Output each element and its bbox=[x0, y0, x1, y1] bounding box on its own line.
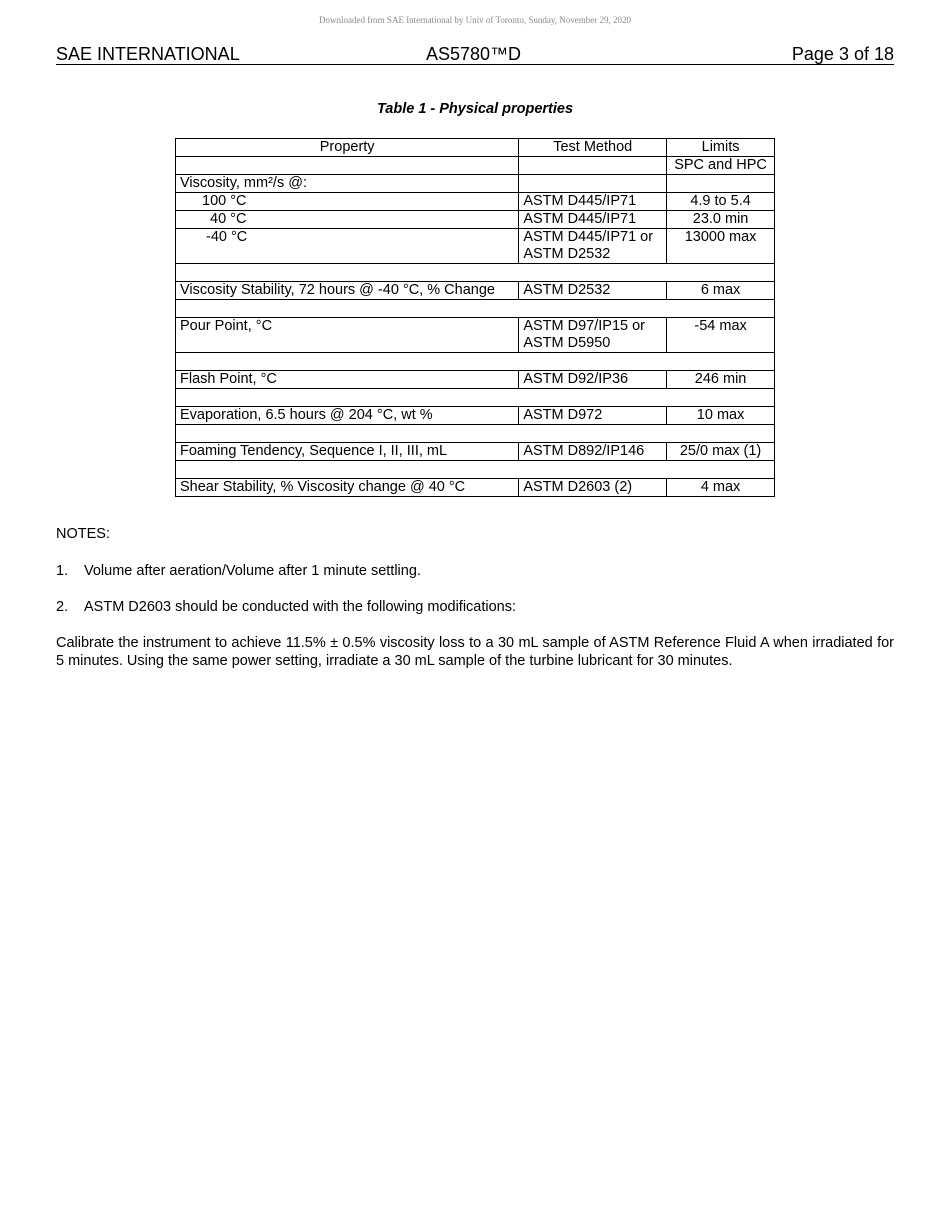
limit-cell: 13000 max bbox=[667, 229, 775, 264]
header-org: SAE INTERNATIONAL bbox=[56, 44, 240, 64]
table-row bbox=[176, 282, 775, 300]
table-row bbox=[176, 193, 775, 211]
table-row bbox=[176, 211, 775, 229]
property-cell: Evaporation, 6.5 hours @ 204 °C, wt % bbox=[176, 407, 519, 425]
table-row bbox=[176, 371, 775, 389]
limits-subheader: SPC and HPC bbox=[667, 157, 775, 175]
table-row bbox=[176, 229, 775, 264]
method-line: ASTM D445/IP71 or bbox=[523, 229, 654, 245]
column-header-test-method: Test Method bbox=[519, 139, 667, 157]
method-line: ASTM D97/IP15 or bbox=[523, 318, 645, 334]
note-number: 1. bbox=[56, 563, 69, 579]
method-line: ASTM D5950 bbox=[523, 335, 611, 351]
table-title: Table 1 - Physical properties bbox=[376, 101, 574, 117]
limit-cell: -54 max bbox=[667, 318, 775, 353]
property-cell: -40 °C bbox=[176, 229, 519, 264]
notes-heading: NOTES: bbox=[56, 526, 110, 542]
method-line: ASTM D2532 bbox=[523, 246, 611, 262]
note-item bbox=[56, 562, 894, 580]
page-header bbox=[56, 44, 894, 65]
spacer-row bbox=[176, 353, 775, 371]
property-cell: Shear Stability, % Viscosity change @ 40 °C bbox=[176, 479, 519, 497]
property-cell: 100 °C bbox=[176, 193, 519, 211]
header-page-number: Page 3 of 18 bbox=[791, 44, 894, 64]
table-row bbox=[176, 318, 775, 353]
table-header-row bbox=[176, 139, 775, 157]
download-watermark: Downloaded from SAE International by Univ of Toronto, Sunday, November 29, 2020 bbox=[318, 15, 632, 25]
table-row bbox=[176, 479, 775, 497]
method-cell bbox=[519, 318, 667, 353]
limit-cell: 4 max bbox=[667, 479, 775, 497]
method-cell: ASTM D2532 bbox=[519, 282, 667, 300]
property-cell: Foaming Tendency, Sequence I, II, III, mL bbox=[176, 443, 519, 461]
property-cell: Flash Point, °C bbox=[176, 371, 519, 389]
limit-cell: 10 max bbox=[667, 407, 775, 425]
method-cell: ASTM D892/IP146 bbox=[519, 443, 667, 461]
note-text: Volume after aeration/Volume after 1 minute settling. bbox=[84, 563, 421, 579]
note-text: ASTM D2603 should be conducted with the following modifications: bbox=[84, 599, 517, 615]
limit-cell: 25/0 max (1) bbox=[667, 443, 775, 461]
header-doc-id: AS5780™D bbox=[426, 44, 522, 64]
property-cell: Viscosity, mm²/s @: bbox=[176, 175, 519, 193]
property-cell: Viscosity Stability, 72 hours @ -40 °C, % Change bbox=[176, 282, 519, 300]
calibration-paragraph: Calibrate the instrument to achieve 11.5% ± 0.5% viscosity loss to a 30 mL sample of ASTM Reference Fluid A when irradiated for 5 minutes. Using the same power setting, irradiate a 30 mL sample of the turbine lubricant for 30 minutes. bbox=[56, 635, 894, 669]
note-number: 2. bbox=[56, 599, 69, 615]
method-cell: ASTM D972 bbox=[519, 407, 667, 425]
table-subheader-row bbox=[176, 157, 775, 175]
table-row bbox=[176, 407, 775, 425]
spacer-row bbox=[176, 300, 775, 318]
physical-properties-table bbox=[175, 138, 775, 497]
spacer-row bbox=[176, 461, 775, 479]
limit-cell: 23.0 min bbox=[667, 211, 775, 229]
method-cell: ASTM D92/IP36 bbox=[519, 371, 667, 389]
method-cell: ASTM D445/IP71 bbox=[519, 193, 667, 211]
spacer-row bbox=[176, 264, 775, 282]
limit-cell: 246 min bbox=[667, 371, 775, 389]
property-cell: Pour Point, °C bbox=[176, 318, 519, 353]
property-cell: 40 °C bbox=[176, 211, 519, 229]
table-row bbox=[176, 443, 775, 461]
spacer-row bbox=[176, 389, 775, 407]
method-cell: ASTM D2603 (2) bbox=[519, 479, 667, 497]
spacer-row bbox=[176, 425, 775, 443]
method-cell: ASTM D445/IP71 bbox=[519, 211, 667, 229]
limit-cell: 4.9 to 5.4 bbox=[667, 193, 775, 211]
method-cell bbox=[519, 229, 667, 264]
limit-cell: 6 max bbox=[667, 282, 775, 300]
column-header-property: Property bbox=[176, 139, 519, 157]
note-item bbox=[56, 598, 894, 616]
column-header-limits: Limits bbox=[667, 139, 775, 157]
table-row bbox=[176, 175, 775, 193]
